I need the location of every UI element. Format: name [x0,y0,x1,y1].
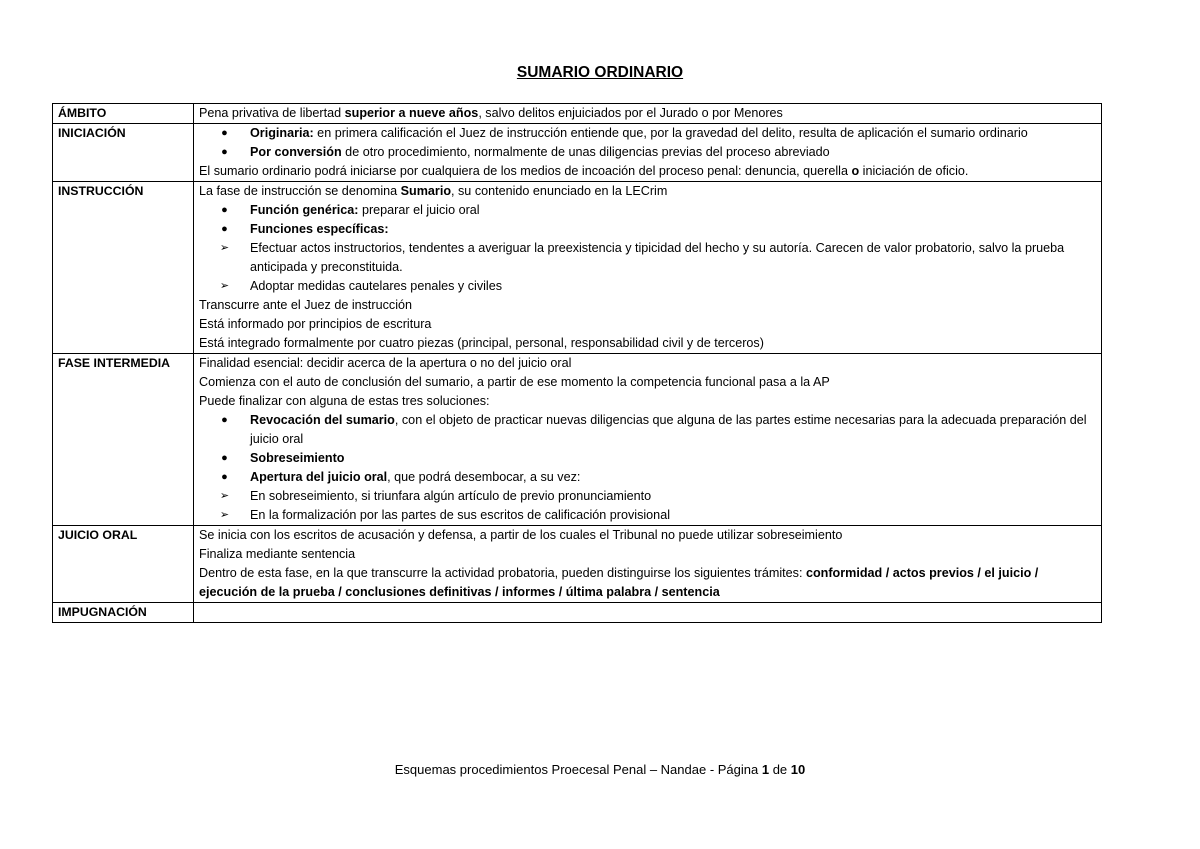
arrow-item: ➢ En sobreseimiento, si triunfara algún artículo de previo pronunciamiento [199,487,1096,506]
arrow-bullet-icon: ➢ [219,509,230,521]
text-line: Pena privativa de libertad superior a nueve años, salvo delitos enjuiciados por el Jurado o por Menores [199,106,783,120]
bullet-item: ● Sobreseimiento [199,449,1096,468]
row-content [194,104,1102,124]
row-content-empty [194,603,1102,623]
arrow-item: ➢ Efectuar actos instructorios, tendentes a averiguar la preexistencia y tipicidad del hecho y su autoría. Carecen de valor probatorio, salvo la prueba anticipada y preconstituida. [199,239,1096,277]
bullet-dot-icon: ● [221,223,228,235]
page-footer: Esquemas procedimientos Proecesal Penal – Nandae - Página 1 de 10 [394,762,806,777]
text-line: Finalidad esencial: decidir acerca de la apertura o no del juicio oral [199,356,572,370]
row-label: FASE INTERMEDIA [53,354,194,526]
text-line: Dentro de esta fase, en la que transcurre la actividad probatoria, pueden distinguirse los siguientes trámites: conformidad / actos previos / el juicio / ejecución de la prueba / conclusiones definitivas / informes / última palabra / sentencia [199,566,1039,599]
text-line: Transcurre ante el Juez de instrucción [199,298,413,312]
bullet-item: ● Apertura del juicio oral, que podrá desembocar, a su vez: [199,468,1096,487]
arrow-bullet-icon: ➢ [219,280,230,292]
bullet-dot-icon: ● [221,204,228,216]
text-line: La fase de instrucción se denomina Sumario, su contenido enunciado en la LECrim [199,184,668,198]
row-label: JUICIO ORAL [53,526,194,603]
text-line: Está informado por principios de escritura [199,317,432,331]
table-row [53,354,1102,526]
row-label: INSTRUCCIÓN [53,182,194,354]
bullet-item: ● Por conversión de otro procedimiento, normalmente de unas diligencias previas del proceso abreviado [199,143,1096,162]
arrow-item: ➢ En la formalización por las partes de sus escritos de calificación provisional [199,506,1096,525]
arrow-bullet-icon: ➢ [219,242,230,254]
table-row [53,603,1102,623]
text-line: El sumario ordinario podrá iniciarse por cualquiera de los medios de incoación del proceso penal: denuncia, querella o iniciación de oficio. [199,164,969,178]
row-label: IMPUGNACIÓN [53,603,194,623]
bullet-dot-icon: ● [221,471,228,483]
text-line: Se inicia con los escritos de acusación y defensa, a partir de los cuales el Tribunal no puede utilizar sobreseimiento [199,528,843,542]
page-total: 10 [790,762,806,777]
table-row [53,526,1102,603]
arrow-bullet-icon: ➢ [219,490,230,502]
bullet-dot-icon: ● [221,414,228,426]
document-title: SUMARIO ORDINARIO [516,64,684,81]
row-content [194,182,1102,354]
table-row [53,182,1102,354]
row-label: ÁMBITO [53,104,194,124]
text-line: Está integrado formalmente por cuatro piezas (principal, personal, responsabilidad civil y de terceros) [199,336,764,350]
bullet-item: ● Funciones específicas: [199,220,1096,239]
bullet-dot-icon: ● [221,127,228,139]
arrow-item: ➢ Adoptar medidas cautelares penales y civiles [199,277,1096,296]
procedure-table [52,103,1102,623]
text-line: Finaliza mediante sentencia [199,547,356,561]
row-content [194,526,1102,603]
row-content [194,124,1102,182]
page-number: 1 [761,762,770,777]
table-row [53,124,1102,182]
row-content [194,354,1102,526]
bullet-item: ● Función genérica: preparar el juicio oral [199,201,1096,220]
bullet-dot-icon: ● [221,146,228,158]
row-label: INICIACIÓN [53,124,194,182]
bullet-item: ● Originaria: en primera calificación el Juez de instrucción entiende que, por la gravedad del delito, resulta de aplicación el sumario ordinario [199,124,1096,143]
text-line: Comienza con el auto de conclusión del sumario, a partir de ese momento la competencia funcional pasa a la AP [199,375,830,389]
bullet-item: ● Revocación del sumario, con el objeto de practicar nuevas diligencias que alguna de las partes estime necesarias para la adecuada preparación del juicio oral [199,411,1096,449]
bullet-dot-icon: ● [221,452,228,464]
text-line: Puede finalizar con alguna de estas tres soluciones: [199,394,490,408]
table-row [53,104,1102,124]
